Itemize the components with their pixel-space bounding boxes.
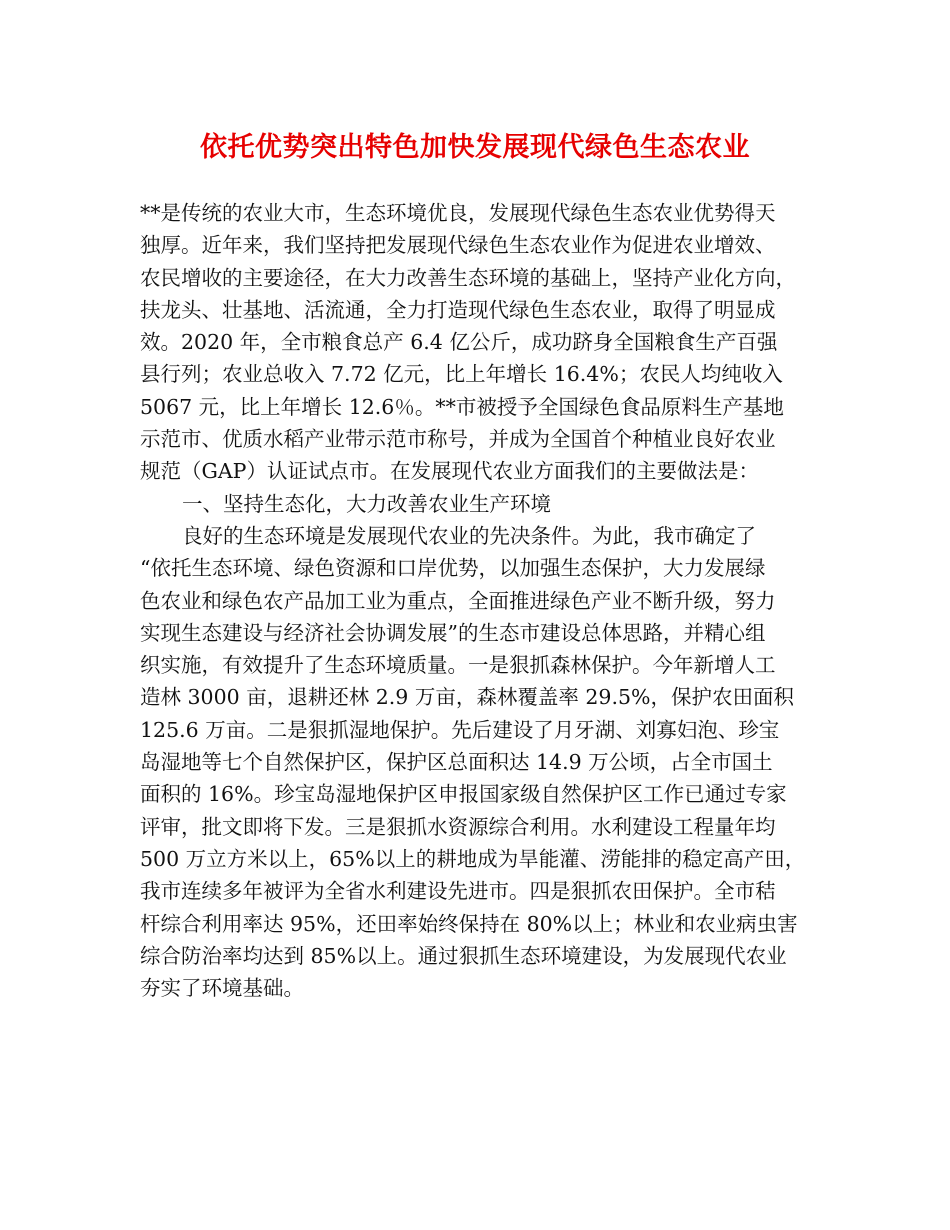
body-line: 扶龙头、壮基地、活流通，全力打造现代绿色生态农业，取得了明显成 (140, 297, 776, 322)
body-line: 夯实了环境基础。 (140, 976, 304, 1001)
body-line: 我市连续多年被评为全省水利建设先进市。四是狠抓农田保护。全市秸 (140, 879, 776, 904)
body-line: 5067 元，比上年增长 12.6％。**市被授予全国绿色食品原料生产基地 (140, 394, 784, 419)
body-line: 县行列；农业总收入 7.72 亿元，比上年增长 16.4%；农民人均纯收入 (140, 362, 783, 387)
body-line: 岛湿地等七个自然保护区，保护区总面积达 14.9 万公顷，占全市国土 (140, 750, 773, 775)
body-line: “依托生态环境、绿色资源和口岸优势，以加强生态保护，大力发展绿 (140, 556, 766, 581)
document-title: 依托优势突出特色加快发展现代绿色生态农业 (200, 132, 750, 163)
body-line: 杆综合利用率达 95%，还田率始终保持在 80%以上；林业和农业病虫害 (140, 911, 798, 936)
body-line: 织实施，有效提升了生态环境质量。一是狠抓森林保护。今年新增人工 (140, 653, 776, 678)
section-heading: 一、坚持生态化，大力改善农业生产环境 (182, 491, 551, 516)
body-line: 造林 3000 亩，退耕还林 2.9 万亩，森林覆盖率 29.5%，保护农田面积 (140, 685, 794, 710)
body-line: 独厚。近年来，我们坚持把发展现代绿色生态农业作为促进农业增效、 (140, 233, 776, 258)
body-line: 规范（GAP）认证试点市。在发展现代农业方面我们的主要做法是： (140, 459, 759, 484)
body-line: 良好的生态环境是发展现代农业的先决条件。为此，我市确定了 (182, 523, 756, 548)
body-line: **是传统的农业大市，生态环境优良，发展现代绿色生态农业优势得天 (140, 201, 776, 225)
body-line: 农民增收的主要途径，在大力改善生态环境的基础上，坚持产业化方向， (140, 265, 796, 290)
body-line: 实现生态建设与经济社会协调发展”的生态市建设总体思路，并精心组 (140, 620, 766, 645)
body-line: 效。2020 年，全市粮食总产 6.4 亿公斤，成功跻身全国粮食生产百强 (140, 330, 778, 355)
body-line: 500 万立方米以上，65%以上的耕地成为旱能灌、涝能排的稳定高产田， (140, 846, 806, 871)
document-body (140, 197, 820, 1004)
body-line: 色农业和绿色农产品加工业为重点，全面推进绿色产业不断升级，努力 (140, 588, 776, 613)
body-line: 综合防治率均达到 85%以上。通过狠抓生态环境建设，为发展现代农业 (140, 943, 787, 968)
body-line: 评审，批文即将下发。三是狠抓水资源综合利用。水利建设工程量年均 (140, 814, 776, 839)
body-line: 面积的 16%。珍宝岛湿地保护区申报国家级自然保护区工作已通过专家 (140, 782, 787, 807)
body-line: 示范市、优质水稻产业带示范市称号，并成为全国首个种植业良好农业 (140, 427, 776, 452)
body-line: 125.6 万亩。二是狠抓湿地保护。先后建设了月牙湖、刘寡妇泡、珍宝 (140, 717, 780, 742)
